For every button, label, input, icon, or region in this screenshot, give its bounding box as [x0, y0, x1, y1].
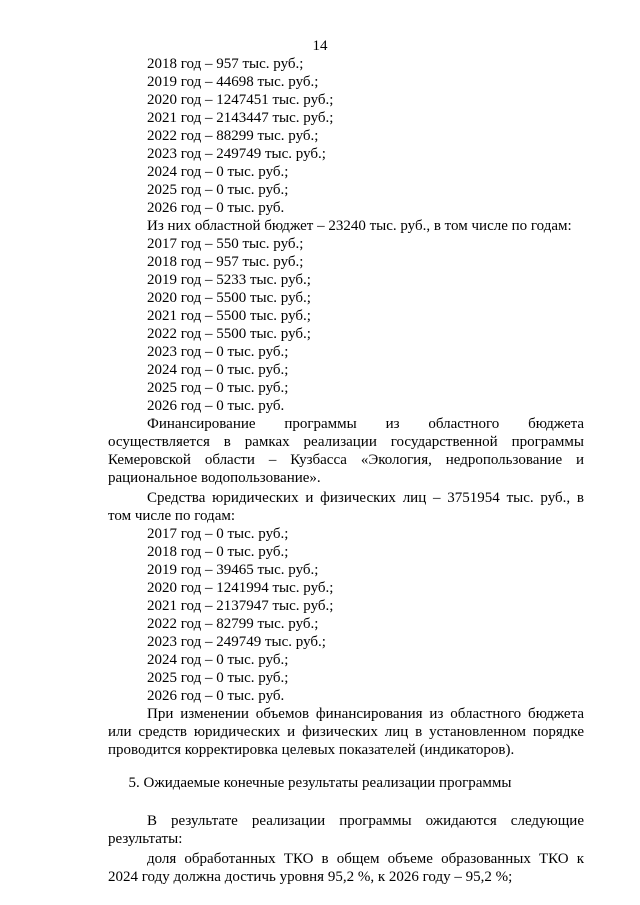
private-line-2026: 2026 год – 0 тыс. руб. [147, 688, 285, 704]
funding-line-2024: 2024 год – 0 тыс. руб.; [147, 164, 289, 180]
funding-line-2019: 2019 год – 44698 тыс. руб.; [147, 74, 319, 90]
funding-line-2021: 2021 год – 2143447 тыс. руб.; [147, 110, 334, 126]
private-line-2020: 2020 год – 1241994 тыс. руб.; [147, 580, 334, 596]
section-heading: 5. Ожидаемые конечные результаты реализации программы [128, 775, 512, 791]
adjustment-paragraph-line: При изменении объемов финансирования из областного бюджета [147, 706, 584, 722]
financing-paragraph-line: осуществляется в рамках реализации государственной программы [108, 434, 584, 450]
regional-line-2026: 2026 год – 0 тыс. руб. [147, 398, 285, 414]
private-line-2018: 2018 год – 0 тыс. руб.; [147, 544, 289, 560]
funding-line-2022: 2022 год – 88299 тыс. руб.; [147, 128, 319, 144]
results-paragraph-line: В результате реализации программы ожидаются следующие [147, 813, 584, 829]
private-line-2023: 2023 год – 249749 тыс. руб.; [147, 634, 326, 650]
funding-line-2025: 2025 год – 0 тыс. руб.; [147, 182, 289, 198]
regional-line-2021: 2021 год – 5500 тыс. руб.; [147, 308, 311, 324]
private-line-2024: 2024 год – 0 тыс. руб.; [147, 652, 289, 668]
private-line-2025: 2025 год – 0 тыс. руб.; [147, 670, 289, 686]
regional-line-2023: 2023 год – 0 тыс. руб.; [147, 344, 289, 360]
private-line-2021: 2021 год – 2137947 тыс. руб.; [147, 598, 334, 614]
adjustment-paragraph-line: проводится корректировка целевых показателей (индикаторов). [108, 742, 515, 758]
funding-line-2023: 2023 год – 249749 тыс. руб.; [147, 146, 326, 162]
regional-line-2025: 2025 год – 0 тыс. руб.; [147, 380, 289, 396]
private-funds-line: Средства юридических и физических лиц – 3751954 тыс. руб., в [147, 490, 584, 506]
private-line-2017: 2017 год – 0 тыс. руб.; [147, 526, 289, 542]
tko-paragraph-line: 2024 году должна достичь уровня 95,2 %, к 2026 году – 95,2 %; [108, 869, 513, 885]
regional-line-2018: 2018 год – 957 тыс. руб.; [147, 254, 304, 270]
financing-paragraph-line: Финансирование программы из областного бюджета [147, 416, 584, 432]
regional-line-2022: 2022 год – 5500 тыс. руб.; [147, 326, 311, 342]
results-paragraph-line: результаты: [108, 831, 183, 847]
regional-line-2017: 2017 год – 550 тыс. руб.; [147, 236, 304, 252]
regional-line-2020: 2020 год – 5500 тыс. руб.; [147, 290, 311, 306]
tko-paragraph-line: доля обработанных ТКО в общем объеме образованных ТКО к [147, 851, 584, 867]
regional-budget-intro: Из них областной бюджет – 23240 тыс. руб., в том числе по годам: [147, 218, 572, 234]
funding-line-2018: 2018 год – 957 тыс. руб.; [147, 56, 304, 72]
funding-line-2026: 2026 год – 0 тыс. руб. [147, 200, 285, 216]
private-funds-line: том числе по годам: [108, 508, 236, 524]
adjustment-paragraph-line: или средств юридических и физических лиц в установленном порядке [108, 724, 584, 740]
regional-line-2019: 2019 год – 5233 тыс. руб.; [147, 272, 311, 288]
regional-line-2024: 2024 год – 0 тыс. руб.; [147, 362, 289, 378]
private-line-2022: 2022 год – 82799 тыс. руб.; [147, 616, 319, 632]
financing-paragraph-line: Кемеровской области – Кузбасса «Экология, недропользование и [108, 452, 584, 468]
financing-paragraph-line: рациональное водопользование». [108, 470, 321, 486]
private-line-2019: 2019 год – 39465 тыс. руб.; [147, 562, 319, 578]
page-number: 14 [312, 38, 328, 54]
funding-line-2020: 2020 год – 1247451 тыс. руб.; [147, 92, 334, 108]
